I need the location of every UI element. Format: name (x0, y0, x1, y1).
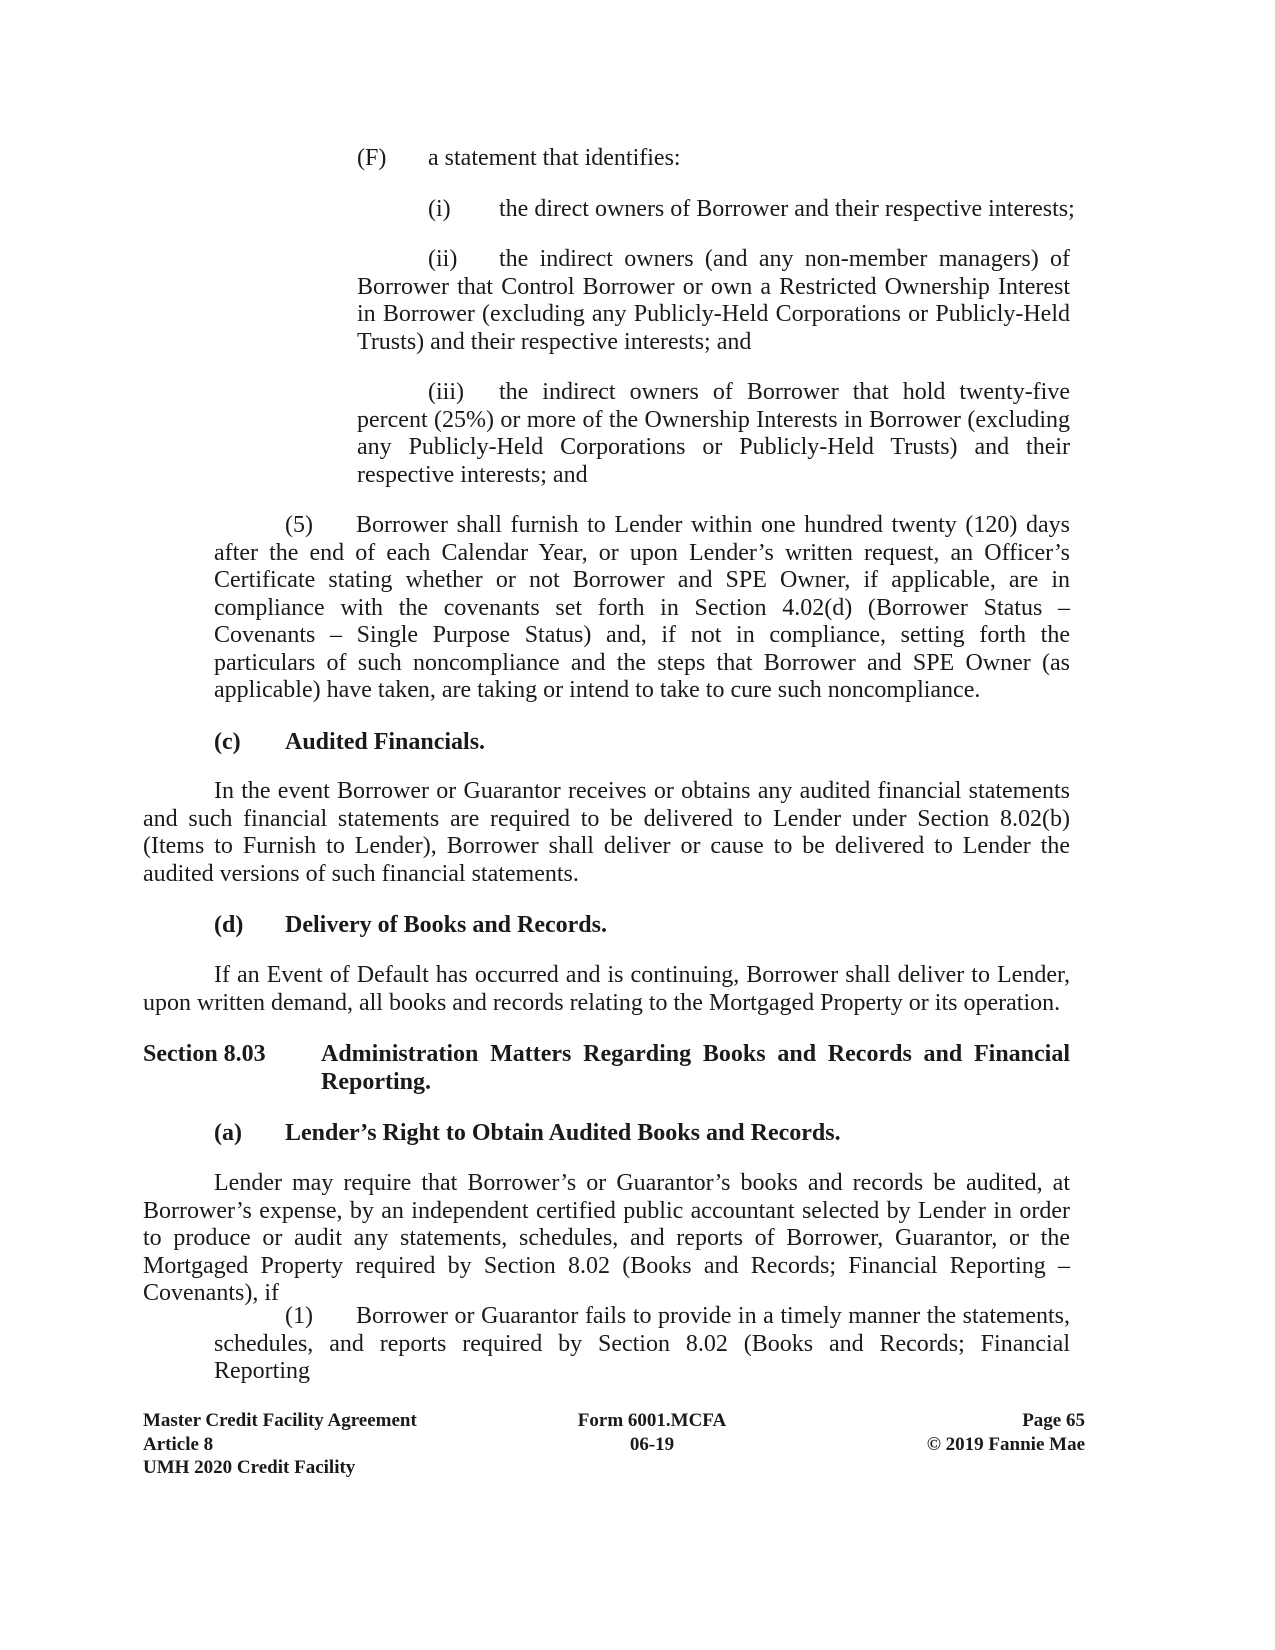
item-f-iii-text: the indirect owners of Borrower that hold twenty-five percent (25%) or more of the Ownership Interests in Borrower (excluding any Publicly-Held Corporations or Publicly-Held Trusts) and their respective interests; and (357, 379, 1070, 488)
item-1-label: (1) (285, 1303, 313, 1329)
section-title: Administration Matters Regarding Books and Records and Financial Reporting. (321, 1041, 1070, 1095)
section-number: Section 8.03 (143, 1041, 266, 1067)
item-f-ii (357, 246, 1070, 356)
footer-right (927, 1409, 1085, 1456)
item-5-text: Borrower shall furnish to Lender within one hundred twenty (120) days after the end of each Calendar Year, or upon Lender’s written request, an Officer’s Certificate stating whether or not Borrower and SPE Owner, if applicable, are in compliance with the covenants set forth in Section 4.02(d) (Borrower Status – Covenants – Single Purpose Status) and, if not in compliance, setting forth the particulars of such noncompliance and the steps that Borrower and SPE Owner (as applicable) have taken, are taking or intend to take to cure such noncompliance. (214, 512, 1070, 703)
footer-left (143, 1409, 417, 1480)
heading-a-title: Lender’s Right to Obtain Audited Books and Records. (285, 1120, 841, 1146)
heading-a (214, 1120, 841, 1148)
heading-d-label: (d) (214, 912, 244, 938)
item-f-label: (F) (357, 145, 387, 171)
footer-article: Article 8 (143, 1433, 214, 1455)
paragraph-a: Lender may require that Borrower’s or Guarantor’s books and records be audited, at Borrower’s expense, by an independent certified public accountant selected by Lender in order to produce or audit any statements, schedules, and reports of Borrower, Guarantor, or the Mortgaged Property required by Section 8.02 (Books and Records; Financial Reporting – Covenants), if (143, 1170, 1070, 1306)
paragraph-c: In the event Borrower or Guarantor receives or obtains any audited financial statements and such financial statements are required to be delivered to Lender under Section 8.02(b) (Items to Furnish to Lender), Borrower shall deliver or cause to be delivered to Lender the audited versions of such financial statements. (143, 778, 1070, 887)
item-1 (214, 1303, 1070, 1386)
item-f (357, 145, 681, 173)
item-f-ii-text: the indirect owners (and any non-member managers) of Borrower that Control Borrower or own a Restricted Ownership Interest in Borrower (excluding any Publicly-Held Corporations or Publicly-Held Trusts) and their respective interests; and (357, 246, 1070, 355)
heading-c-label: (c) (214, 729, 241, 755)
item-f-i-text: the direct owners of Borrower and their respective interests; (499, 196, 1075, 222)
item-f-iii-label: (iii) (428, 379, 464, 405)
item-f-text: a statement that identifies: (428, 145, 681, 171)
heading-a-label: (a) (214, 1120, 242, 1146)
item-f-i (428, 196, 1075, 224)
heading-d (214, 912, 607, 940)
footer-facility-name: UMH 2020 Credit Facility (143, 1457, 356, 1478)
heading-d-title: Delivery of Books and Records. (285, 912, 607, 938)
item-f-iii (357, 379, 1070, 489)
paragraph-d: If an Event of Default has occurred and is continuing, Borrower shall deliver to Lender, upon written demand, all books and records relating to the Mortgaged Property or its operation. (143, 962, 1070, 1016)
footer-center (552, 1409, 752, 1456)
item-f-ii-label: (ii) (428, 246, 458, 272)
footer-copyright: © 2019 Fannie Mae (926, 1433, 1085, 1455)
footer-form-date: 06-19 (629, 1433, 675, 1455)
footer-agreement-title: Master Credit Facility Agreement (143, 1410, 417, 1431)
footer-form-number: Form 6001.MCFA (577, 1410, 727, 1431)
heading-c (214, 729, 485, 757)
item-5-label: (5) (285, 512, 313, 538)
item-f-i-label: (i) (428, 196, 451, 222)
footer-page-number: Page 65 (1022, 1410, 1085, 1431)
item-1-text: Borrower or Guarantor fails to provide in a timely manner the statements, schedules, and reports required by Section 8.02 (Books and Records; Financial Reporting (214, 1303, 1070, 1384)
heading-c-title: Audited Financials. (285, 729, 486, 755)
item-5 (214, 512, 1070, 705)
